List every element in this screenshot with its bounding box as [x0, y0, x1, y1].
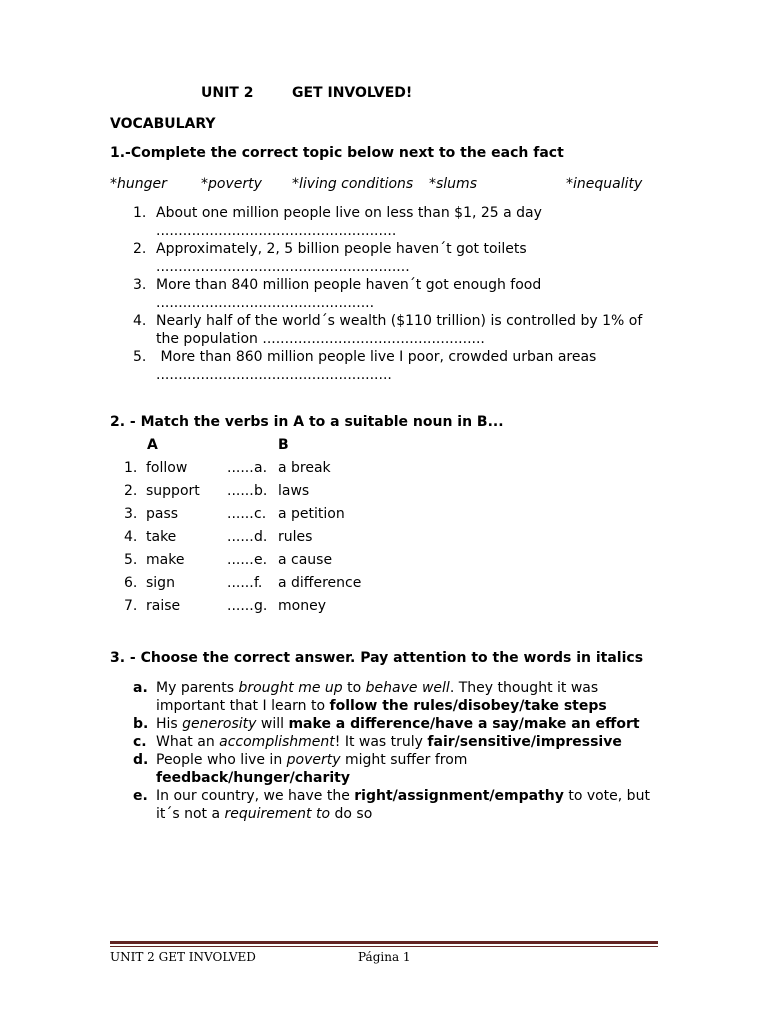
- topic-word: *hunger: [110, 176, 167, 192]
- match-row: [0, 597, 768, 615]
- match-number: 7.: [124, 598, 138, 614]
- topic-word: *slums: [429, 176, 477, 192]
- match-number: 2.: [124, 483, 138, 499]
- question-line: [156, 751, 686, 769]
- question-line: [156, 715, 686, 733]
- match-blank: ......: [227, 529, 254, 545]
- exercise-2-heading: 2. - Match the verbs in A to a suitable noun in B...: [110, 414, 504, 430]
- match-letter: g.: [254, 598, 268, 614]
- question-text: it´s not a: [156, 806, 225, 822]
- italic-phrase: requirement to: [224, 806, 331, 822]
- match-row: [0, 482, 768, 500]
- fact-text: Approximately, 2, 5 billion people haven´t got toilets: [156, 241, 527, 257]
- match-letter: a.: [254, 460, 268, 476]
- match-letter: e.: [254, 552, 268, 568]
- match-verb: follow: [146, 460, 188, 476]
- answer-blank: .....................................................: [156, 367, 392, 383]
- match-verb: support: [146, 483, 200, 499]
- answer-options: fair/sensitive/impressive: [427, 734, 622, 750]
- match-number: 5.: [124, 552, 138, 568]
- topic-word: *living conditions: [292, 176, 414, 192]
- match-row: [0, 528, 768, 546]
- italic-phrase: accomplishment: [219, 734, 335, 750]
- match-noun: laws: [278, 483, 310, 499]
- question-text: His: [156, 716, 183, 732]
- topic-word: *inequality: [566, 176, 643, 192]
- question-text: to vote, but: [563, 788, 650, 804]
- question-line: [156, 787, 686, 805]
- fact-text: Nearly half of the world´s wealth ($110 trillion) is controlled by 1% of: [156, 313, 643, 329]
- question-letter: c.: [133, 734, 147, 750]
- match-noun: a difference: [278, 575, 362, 591]
- answer-options: right/assignment/empathy: [354, 788, 564, 804]
- match-noun: a break: [278, 460, 331, 476]
- italic-phrase: brought me up: [238, 680, 343, 696]
- column-a-header: A: [147, 437, 158, 453]
- match-blank: ......: [227, 575, 254, 591]
- unit-label: UNIT 2: [201, 85, 254, 101]
- fact-number: 1.: [133, 205, 147, 221]
- match-number: 1.: [124, 460, 138, 476]
- question-line: [156, 733, 686, 751]
- fact-text-with-blank: the population ..................................................: [156, 331, 485, 347]
- fact-text: More than 860 million people live I poor, crowded urban areas: [156, 349, 597, 365]
- answer-options: feedback/hunger/charity: [156, 770, 350, 786]
- match-noun: rules: [278, 529, 313, 545]
- question-text: to: [342, 680, 366, 696]
- fact-number: 4.: [133, 313, 147, 329]
- question-text: do so: [330, 806, 373, 822]
- match-blank: ......: [227, 598, 254, 614]
- question-letter: e.: [133, 788, 148, 804]
- question-text: In our country, we have the: [156, 788, 355, 804]
- match-verb: pass: [146, 506, 179, 522]
- question-text: ! It was truly: [334, 734, 428, 750]
- match-verb: make: [146, 552, 185, 568]
- fact-number: 2.: [133, 241, 147, 257]
- question-letter: b.: [133, 716, 149, 732]
- match-noun: a cause: [278, 552, 333, 568]
- question-line: [156, 697, 686, 715]
- fact-text: About one million people live on less than $1, 25 a day: [156, 205, 542, 221]
- page-number: Página 1: [358, 950, 411, 964]
- match-verb: take: [146, 529, 177, 545]
- vocabulary-heading: VOCABULARY: [110, 116, 216, 132]
- footer-title: UNIT 2 GET INVOLVED: [110, 950, 256, 964]
- unit-title: GET INVOLVED!: [292, 85, 413, 101]
- answer-options: follow the rules/disobey/take steps: [329, 698, 607, 714]
- question-text: My parents: [156, 680, 239, 696]
- column-b-header: B: [278, 437, 289, 453]
- match-row: [0, 551, 768, 569]
- italic-phrase: behave well: [365, 680, 450, 696]
- match-blank: ......: [227, 552, 254, 568]
- question-text: . They thought it was: [449, 680, 599, 696]
- match-number: 4.: [124, 529, 138, 545]
- match-blank: ......: [227, 506, 254, 522]
- footer-rule-thin: [110, 946, 658, 947]
- match-row: [0, 505, 768, 523]
- answer-blank: .................................................: [156, 295, 375, 311]
- exercise-1-heading: 1.-Complete the correct topic below next to the each fact: [110, 145, 564, 161]
- match-row: [0, 459, 768, 477]
- match-verb: sign: [146, 575, 175, 591]
- fact-number: 5.: [133, 349, 147, 365]
- match-letter: d.: [254, 529, 268, 545]
- match-number: 3.: [124, 506, 138, 522]
- topic-word: *poverty: [201, 176, 262, 192]
- question-line: [156, 805, 686, 823]
- match-letter: f.: [254, 575, 263, 591]
- question-letter: d.: [133, 752, 149, 768]
- match-blank: ......: [227, 483, 254, 499]
- match-noun: money: [278, 598, 326, 614]
- answer-options: make a difference/have a say/make an effort: [288, 716, 640, 732]
- answer-blank: ......................................................: [156, 223, 397, 239]
- match-verb: raise: [146, 598, 181, 614]
- footer-rule-thick: [110, 941, 658, 944]
- match-letter: c.: [254, 506, 267, 522]
- answer-blank: .........................................................: [156, 259, 410, 275]
- match-letter: b.: [254, 483, 268, 499]
- question-text: important that I learn to: [156, 698, 330, 714]
- italic-phrase: poverty: [286, 752, 341, 768]
- question-letter: a.: [133, 680, 148, 696]
- match-noun: a petition: [278, 506, 345, 522]
- italic-phrase: generosity: [182, 716, 257, 732]
- question-text: will: [256, 716, 289, 732]
- fact-number: 3.: [133, 277, 147, 293]
- fact-text: More than 840 million people haven´t got enough food: [156, 277, 542, 293]
- question-line: [156, 679, 686, 697]
- exercise-3-heading: 3. - Choose the correct answer. Pay attention to the words in italics: [110, 650, 644, 666]
- question-text: might suffer from: [340, 752, 468, 768]
- match-blank: ......: [227, 460, 254, 476]
- question-line: [156, 769, 686, 787]
- question-text: People who live in: [156, 752, 287, 768]
- match-row: [0, 574, 768, 592]
- question-text: What an: [156, 734, 220, 750]
- match-number: 6.: [124, 575, 138, 591]
